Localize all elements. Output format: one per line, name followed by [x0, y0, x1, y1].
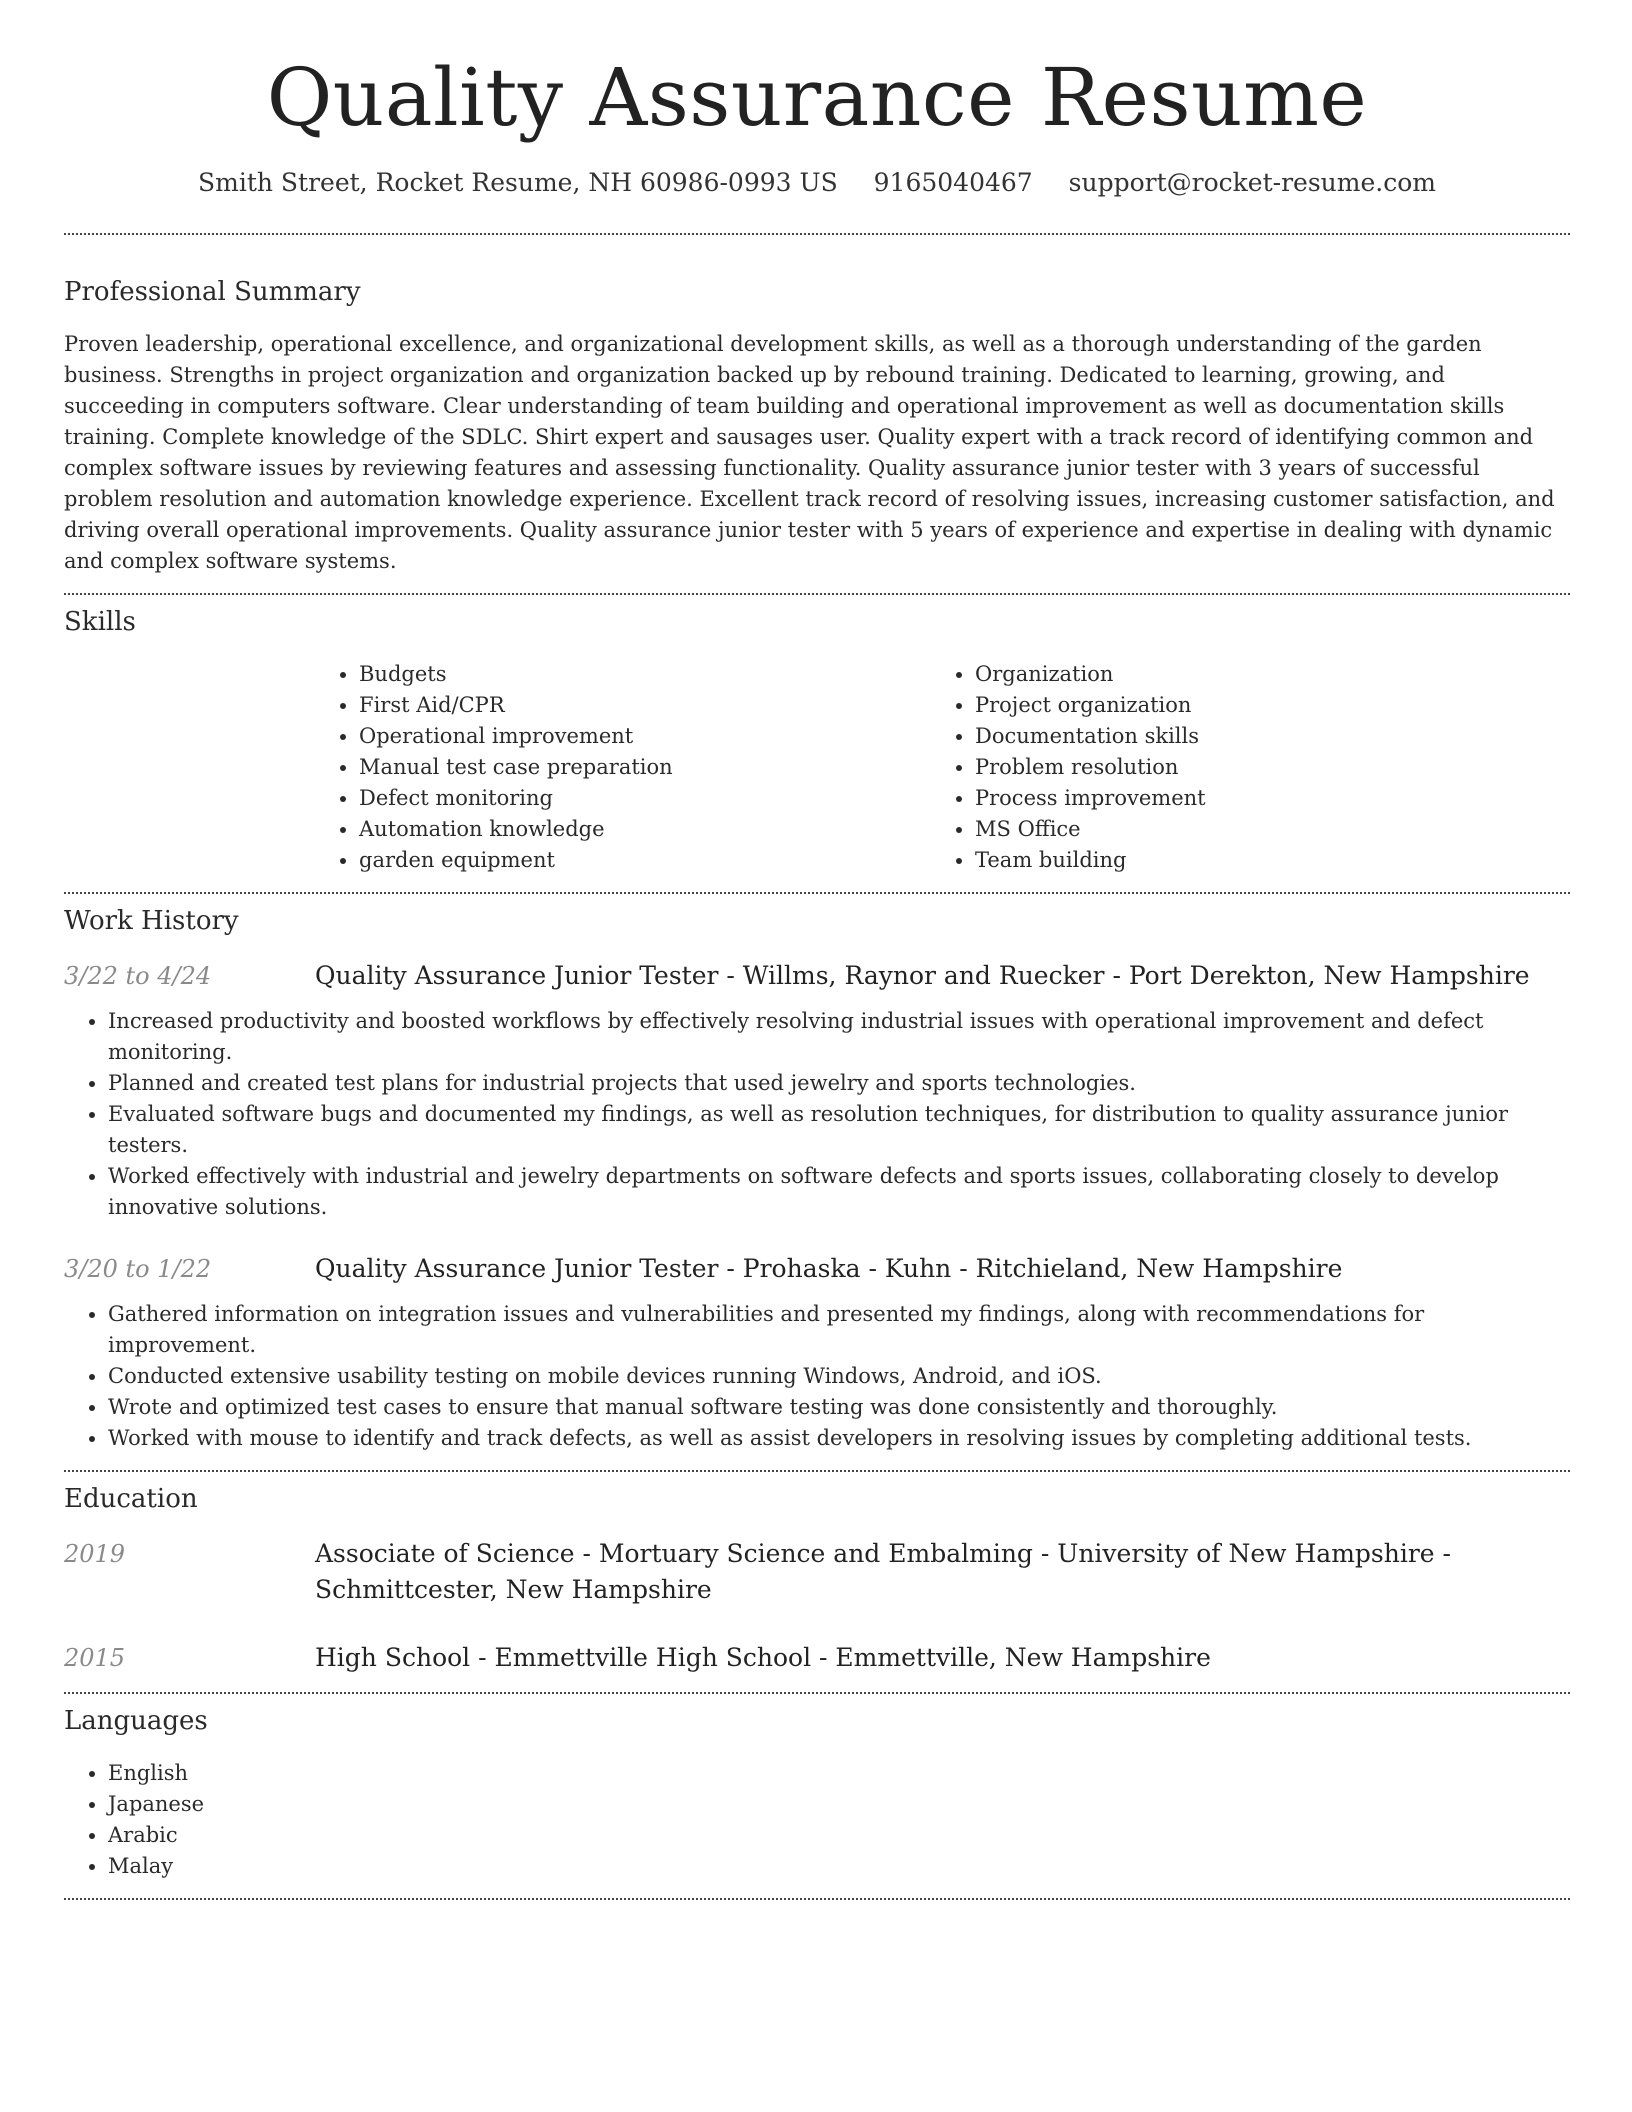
education-entry — [64, 1640, 1570, 1676]
skill-item: • First Aid/CPR — [359, 690, 931, 721]
email: support@rocket-resume.com — [1068, 168, 1436, 197]
skills-section — [64, 607, 1570, 876]
education-detail: Associate of Science - Mortuary Science and Embalming - University of New Hampshire - Schmittcester, New Hampshire — [315, 1539, 1451, 1604]
skill-item: • Defect monitoring — [359, 783, 931, 814]
job-title: Quality Assurance Junior Tester - Willms, Raynor and Ruecker - Port Derekton, New Hampshire — [315, 961, 1530, 990]
summary-text: Proven leadership, operational excellence, and organizational development skills, as well as a thorough understanding of the garden business. Strengths in project organization and organization backed up by rebound training. Dedicated to learning, growing, and succeeding in computers software. Clear understanding of team building and operational improvement as well as documentation skills training. Complete knowledge of the SDLC. Shirt expert and sausages user. Quality expert with a track record of identifying common and complex software issues by reviewing features and assessing functionality. Quality assurance junior tester with 3 years of successful problem resolution and automation knowledge experience. Excellent track record of resolving issues, increasing customer satisfaction, and driving overall operational improvements. Quality assurance junior tester with 5 years of experience and expertise in dealing with dynamic and complex software systems. — [64, 332, 1555, 573]
address: Smith Street, Rocket Resume, NH 60986-0993 US — [198, 168, 838, 197]
section-heading-languages: Languages — [64, 1706, 208, 1736]
skill-item: • Project organization — [975, 690, 1547, 721]
job-bullet: • Conducted extensive usability testing on mobile devices running Windows, Android, and iOS. — [108, 1361, 1570, 1392]
language-item: • English — [108, 1758, 1570, 1789]
divider — [64, 233, 1570, 235]
job-bullets — [64, 1299, 1570, 1454]
job-bullet: • Worked effectively with industrial and jewelry departments on software defects and sports issues, collaborating closely to develop innovative solutions. — [108, 1161, 1570, 1223]
skill-item: • Team building — [975, 845, 1547, 876]
section-heading-work: Work History — [64, 906, 239, 936]
skill-item: • garden equipment — [359, 845, 931, 876]
summary-section — [64, 277, 1570, 577]
job-bullet: • Planned and created test plans for industrial projects that used jewelry and sports technologies. — [108, 1068, 1570, 1099]
skill-item: • MS Office — [975, 814, 1547, 845]
resume-page — [64, 0, 1570, 1900]
section-heading-summary: Professional Summary — [64, 277, 361, 307]
skill-item: • Process improvement — [975, 783, 1547, 814]
job-bullets — [64, 1006, 1570, 1223]
language-item: • Malay — [108, 1851, 1570, 1882]
resume-title: Quality Assurance Resume — [266, 51, 1368, 144]
languages-section — [64, 1706, 1570, 1882]
divider — [64, 1692, 1570, 1694]
job-bullet: • Evaluated software bugs and documented my findings, as well as resolution techniques, for distribution to quality assurance junior testers. — [108, 1099, 1570, 1161]
education-entry — [64, 1536, 1570, 1608]
skill-item: • Organization — [975, 659, 1547, 690]
job-bullet: • Gathered information on integration issues and vulnerabilities and presented my findings, along with recommendations for improvement. — [108, 1299, 1570, 1361]
work-section — [64, 906, 1570, 1454]
education-detail: High School - Emmettville High School - Emmettville, New Hampshire — [315, 1643, 1211, 1672]
skill-item: • Automation knowledge — [359, 814, 931, 845]
job-entry — [64, 1251, 1570, 1454]
skill-item: • Documentation skills — [975, 721, 1547, 752]
divider — [64, 1470, 1570, 1472]
job-dates: 3/20 to 1/22 — [64, 1255, 212, 1283]
job-bullet: • Increased productivity and boosted workflows by effectively resolving industrial issues with operational improvement and defect monitoring. — [108, 1006, 1570, 1068]
skills-column-left — [315, 659, 931, 876]
job-entry — [64, 958, 1570, 1223]
job-dates: 3/22 to 4/24 — [64, 962, 212, 990]
skill-item: • Operational improvement — [359, 721, 931, 752]
job-title: Quality Assurance Junior Tester - Prohaska - Kuhn - Ritchieland, New Hampshire — [315, 1254, 1343, 1283]
job-bullet: • Worked with mouse to identify and track defects, as well as assist developers in resolving issues by completing additional tests. — [108, 1423, 1570, 1454]
education-section — [64, 1484, 1570, 1676]
section-heading-skills: Skills — [64, 607, 136, 637]
phone: 9165040467 — [873, 168, 1033, 197]
education-year: 2015 — [64, 1644, 126, 1672]
education-year: 2019 — [64, 1540, 126, 1568]
skill-item: • Manual test case preparation — [359, 752, 931, 783]
skill-item: • Problem resolution — [975, 752, 1547, 783]
divider — [64, 1898, 1570, 1900]
skill-item: • Budgets — [359, 659, 931, 690]
contact-line — [64, 168, 1570, 197]
languages-list — [64, 1758, 1570, 1882]
skills-column-right — [931, 659, 1547, 876]
skills-grid — [315, 659, 1570, 876]
language-item: • Japanese — [108, 1789, 1570, 1820]
divider — [64, 593, 1570, 595]
language-item: • Arabic — [108, 1820, 1570, 1851]
divider — [64, 892, 1570, 894]
job-bullet: • Wrote and optimized test cases to ensure that manual software testing was done consistently and thoroughly. — [108, 1392, 1570, 1423]
section-heading-education: Education — [64, 1484, 198, 1514]
